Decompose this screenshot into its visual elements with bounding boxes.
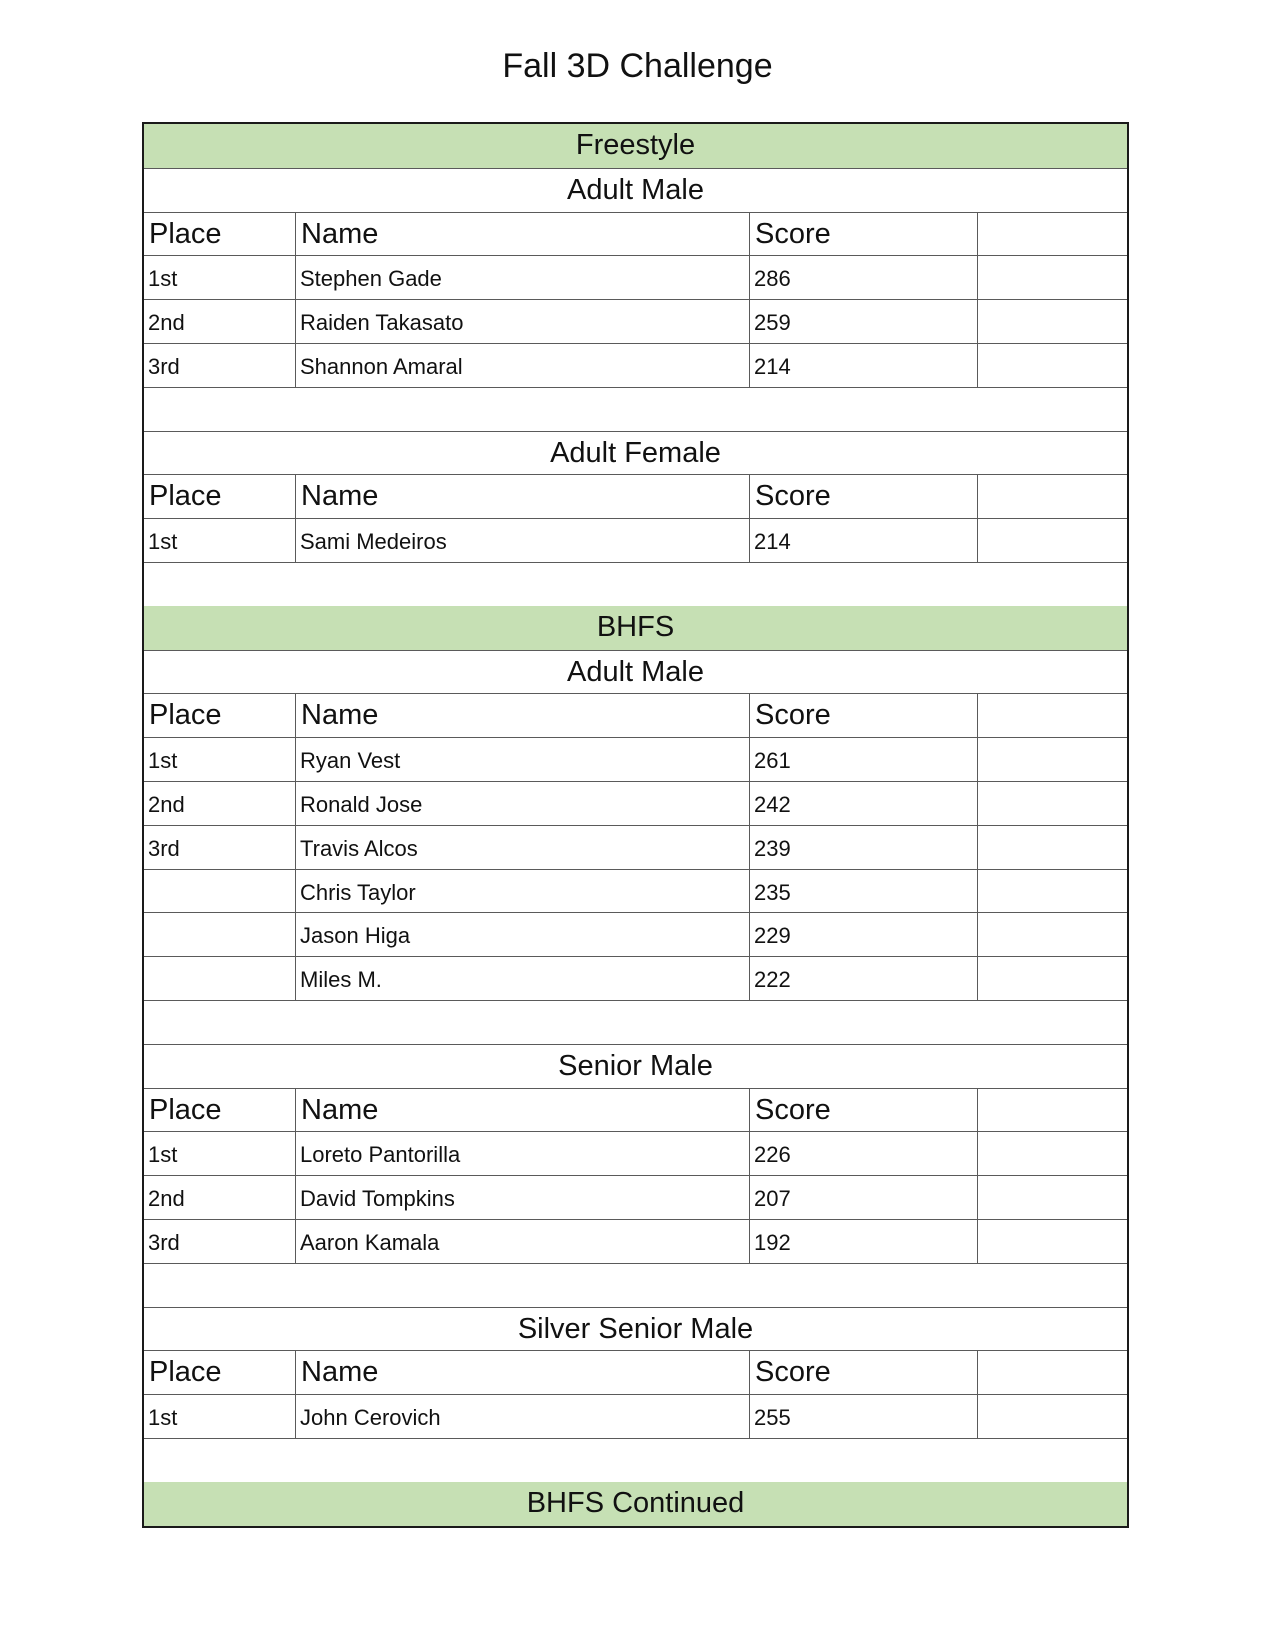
section-header-freestyle: Freestyle — [144, 124, 1127, 168]
spacer-row — [144, 1438, 1127, 1482]
table-row — [144, 299, 1127, 343]
name-cell: Raiden Takasato — [295, 300, 749, 343]
empty-cell — [977, 1089, 1127, 1132]
empty-cell — [977, 300, 1127, 343]
table-row — [144, 343, 1127, 387]
score-cell: 286 — [749, 256, 977, 299]
empty-cell — [977, 1351, 1127, 1394]
column-header-name: Name — [295, 475, 749, 518]
page-title: Fall 3D Challenge — [502, 47, 773, 85]
score-cell: 214 — [749, 344, 977, 387]
table-row — [144, 518, 1127, 562]
name-cell: Stephen Gade — [295, 256, 749, 299]
table-row — [144, 1394, 1127, 1438]
place-cell: 2nd — [148, 310, 185, 336]
name-cell: Aaron Kamala — [295, 1220, 749, 1263]
place-cell: 1st — [148, 748, 178, 774]
empty-cell — [977, 1132, 1127, 1175]
category-title: Adult Male — [144, 168, 1127, 212]
empty-cell — [977, 475, 1127, 518]
empty-cell — [977, 1176, 1127, 1219]
place-cell: 1st — [148, 266, 178, 292]
table-row — [144, 1219, 1127, 1263]
name-cell: Ronald Jose — [295, 782, 749, 825]
section-header-bhfs-continued: BHFS Continued — [144, 1482, 1127, 1526]
name-cell: Ryan Vest — [295, 738, 749, 781]
place-cell: 2nd — [148, 1186, 185, 1212]
column-header-name: Name — [295, 694, 749, 737]
name-cell: Sami Medeiros — [295, 519, 749, 562]
place-cell — [144, 957, 295, 1000]
score-cell: 239 — [749, 826, 977, 869]
name-cell: Travis Alcos — [295, 826, 749, 869]
column-header-name: Name — [295, 1351, 749, 1394]
score-cell: 261 — [749, 738, 977, 781]
place-cell: 1st — [148, 529, 178, 555]
empty-cell — [977, 870, 1127, 913]
table-row — [144, 1175, 1127, 1219]
column-header-row — [144, 1088, 1127, 1132]
place-cell: 1st — [148, 1405, 178, 1431]
place-cell: 3rd — [148, 1229, 180, 1255]
name-cell: Chris Taylor — [295, 870, 749, 913]
column-header-score: Score — [749, 694, 977, 737]
column-header-name: Name — [295, 213, 749, 256]
name-cell: John Cerovich — [295, 1395, 749, 1438]
name-cell: Jason Higa — [295, 913, 749, 956]
place-cell: 3rd — [148, 353, 180, 379]
table-row — [144, 737, 1127, 781]
column-header-row — [144, 474, 1127, 518]
name-cell: Loreto Pantorilla — [295, 1132, 749, 1175]
empty-cell — [977, 256, 1127, 299]
table-row — [144, 255, 1127, 299]
place-cell — [144, 870, 295, 913]
column-header-score: Score — [749, 475, 977, 518]
place-cell: 3rd — [148, 835, 180, 861]
score-cell: 222 — [749, 957, 977, 1000]
spacer-row — [144, 1000, 1127, 1044]
table-row — [144, 781, 1127, 825]
score-cell: 242 — [749, 782, 977, 825]
name-cell: David Tompkins — [295, 1176, 749, 1219]
empty-cell — [977, 1220, 1127, 1263]
empty-cell — [977, 913, 1127, 956]
empty-cell — [977, 957, 1127, 1000]
section-header-bhfs: BHFS — [144, 606, 1127, 650]
column-header-row — [144, 1350, 1127, 1394]
column-header-place: Place — [149, 1356, 222, 1389]
category-title: Silver Senior Male — [144, 1307, 1127, 1351]
table-row — [144, 869, 1127, 913]
score-cell: 259 — [749, 300, 977, 343]
score-cell: 226 — [749, 1132, 977, 1175]
empty-cell — [977, 1395, 1127, 1438]
table-row — [144, 912, 1127, 956]
score-cell: 214 — [749, 519, 977, 562]
column-header-place: Place — [149, 699, 222, 732]
place-cell: 2nd — [148, 791, 185, 817]
column-header-place: Place — [149, 480, 222, 513]
empty-cell — [977, 519, 1127, 562]
column-header-place: Place — [149, 217, 222, 250]
place-cell: 1st — [148, 1142, 178, 1168]
category-title: Adult Male — [144, 650, 1127, 694]
empty-cell — [977, 344, 1127, 387]
column-header-row — [144, 693, 1127, 737]
name-cell: Miles M. — [295, 957, 749, 1000]
place-cell — [144, 913, 295, 956]
empty-cell — [977, 213, 1127, 256]
table-row — [144, 1131, 1127, 1175]
column-header-score: Score — [749, 1351, 977, 1394]
column-header-place: Place — [149, 1093, 222, 1126]
spacer-row — [144, 1263, 1127, 1307]
column-header-name: Name — [295, 1089, 749, 1132]
empty-cell — [977, 826, 1127, 869]
column-header-score: Score — [749, 1089, 977, 1132]
spacer-row — [144, 387, 1127, 431]
column-header-score: Score — [749, 213, 977, 256]
score-cell: 192 — [749, 1220, 977, 1263]
score-cell: 207 — [749, 1176, 977, 1219]
empty-cell — [977, 694, 1127, 737]
spacer-row — [144, 562, 1127, 606]
results-table — [142, 122, 1129, 1528]
score-cell: 229 — [749, 913, 977, 956]
category-title: Adult Female — [144, 431, 1127, 475]
score-cell: 235 — [749, 870, 977, 913]
empty-cell — [977, 782, 1127, 825]
column-header-row — [144, 212, 1127, 256]
category-title: Senior Male — [144, 1044, 1127, 1088]
empty-cell — [977, 738, 1127, 781]
name-cell: Shannon Amaral — [295, 344, 749, 387]
score-cell: 255 — [749, 1395, 977, 1438]
table-row — [144, 825, 1127, 869]
table-row — [144, 956, 1127, 1000]
